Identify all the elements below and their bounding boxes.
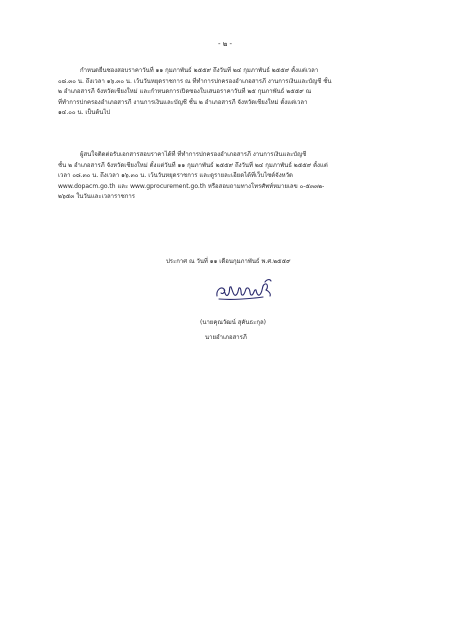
paragraph-line: เวลา ๐๘.๓๐ น. ถึงเวลา ๑๖.๓๐ น. เว้นวันหยุดราชการ และดูรายละเอียดได้ที่เว็บไซต์จังหวัด bbox=[58, 172, 293, 180]
handwritten-signature bbox=[213, 276, 275, 304]
paragraph-line: กำหนดยื่นซองสอบราคาวันที่ ๑๑ กุมภาพันธ์ ๒๕๕๙ ถึงวันที่ ๒๔ กุมภาพันธ์ ๒๕๕๙ ตั้งแต่เวลา bbox=[80, 67, 319, 74]
paragraph-line: www.dopacm.go.th และ www.gprocurement.go.th หรือสอบถามทางโทรศัพท์หมายเลข ๐-๕๓๓๒- bbox=[58, 182, 325, 190]
contact-info-paragraph bbox=[58, 150, 398, 203]
paragraph-line: ๐๘.๓๐ น. ถึงเวลา ๑๖.๓๐ น. เว้นวันหยุดราชการ ณ ที่ทำการปกครองอำเภอสารภี งานการเงินและบัญชี ชั้น bbox=[58, 77, 332, 85]
paragraph-line: ๑๔.๐๐ น. เป็นต้นไป bbox=[58, 109, 111, 117]
announcement-date: ประกาศ ณ วันที่ ๑๑ เดือนกุมภาพันธ์ พ.ศ.๒๕๕๙ bbox=[166, 258, 291, 265]
paragraph-line: ผู้สนใจติดต่อรับเอกสารสอบราคาได้ที่ ที่ทำการปกครองอำเภอสารภี งานการเงินและบัญชี bbox=[80, 151, 307, 158]
page-number: - ๒ - bbox=[217, 40, 233, 48]
signatory-title: นายอำเภอสารภี bbox=[205, 334, 247, 341]
paragraph-line: ๒ อำเภอสารภี จังหวัดเชียงใหม่ และกำหนดการเปิดซองใบเสนอราคาวันที่ ๒๕ กุมภาพันธ์ ๒๕๕๙ ณ bbox=[58, 88, 312, 96]
signatory-name: (นายคุณวัฒน์ สุคันธะกุล) bbox=[200, 319, 267, 326]
paragraph-line: ๒๖๕๓ ในวันและเวลาราชการ bbox=[58, 193, 135, 201]
paragraph-line: ชั้น ๒ อำเภอสารภี จังหวัดเชียงใหม่ ตั้งแต่วันที่ ๑๑ กุมภาพันธ์ ๒๕๕๙ ถึงวันที่ ๒๔ กุมภาพันธ์ ๒๕๕๙ ตั้งแต่ bbox=[58, 161, 328, 169]
submission-schedule-paragraph bbox=[58, 66, 398, 119]
paragraph-line: ที่ทำการปกครองอำเภอสารภี งานการเงินและบัญชี ชั้น ๒ อำเภอสารภี จังหวัดเชียงใหม่ ตั้งแต่เวลา bbox=[58, 98, 308, 106]
